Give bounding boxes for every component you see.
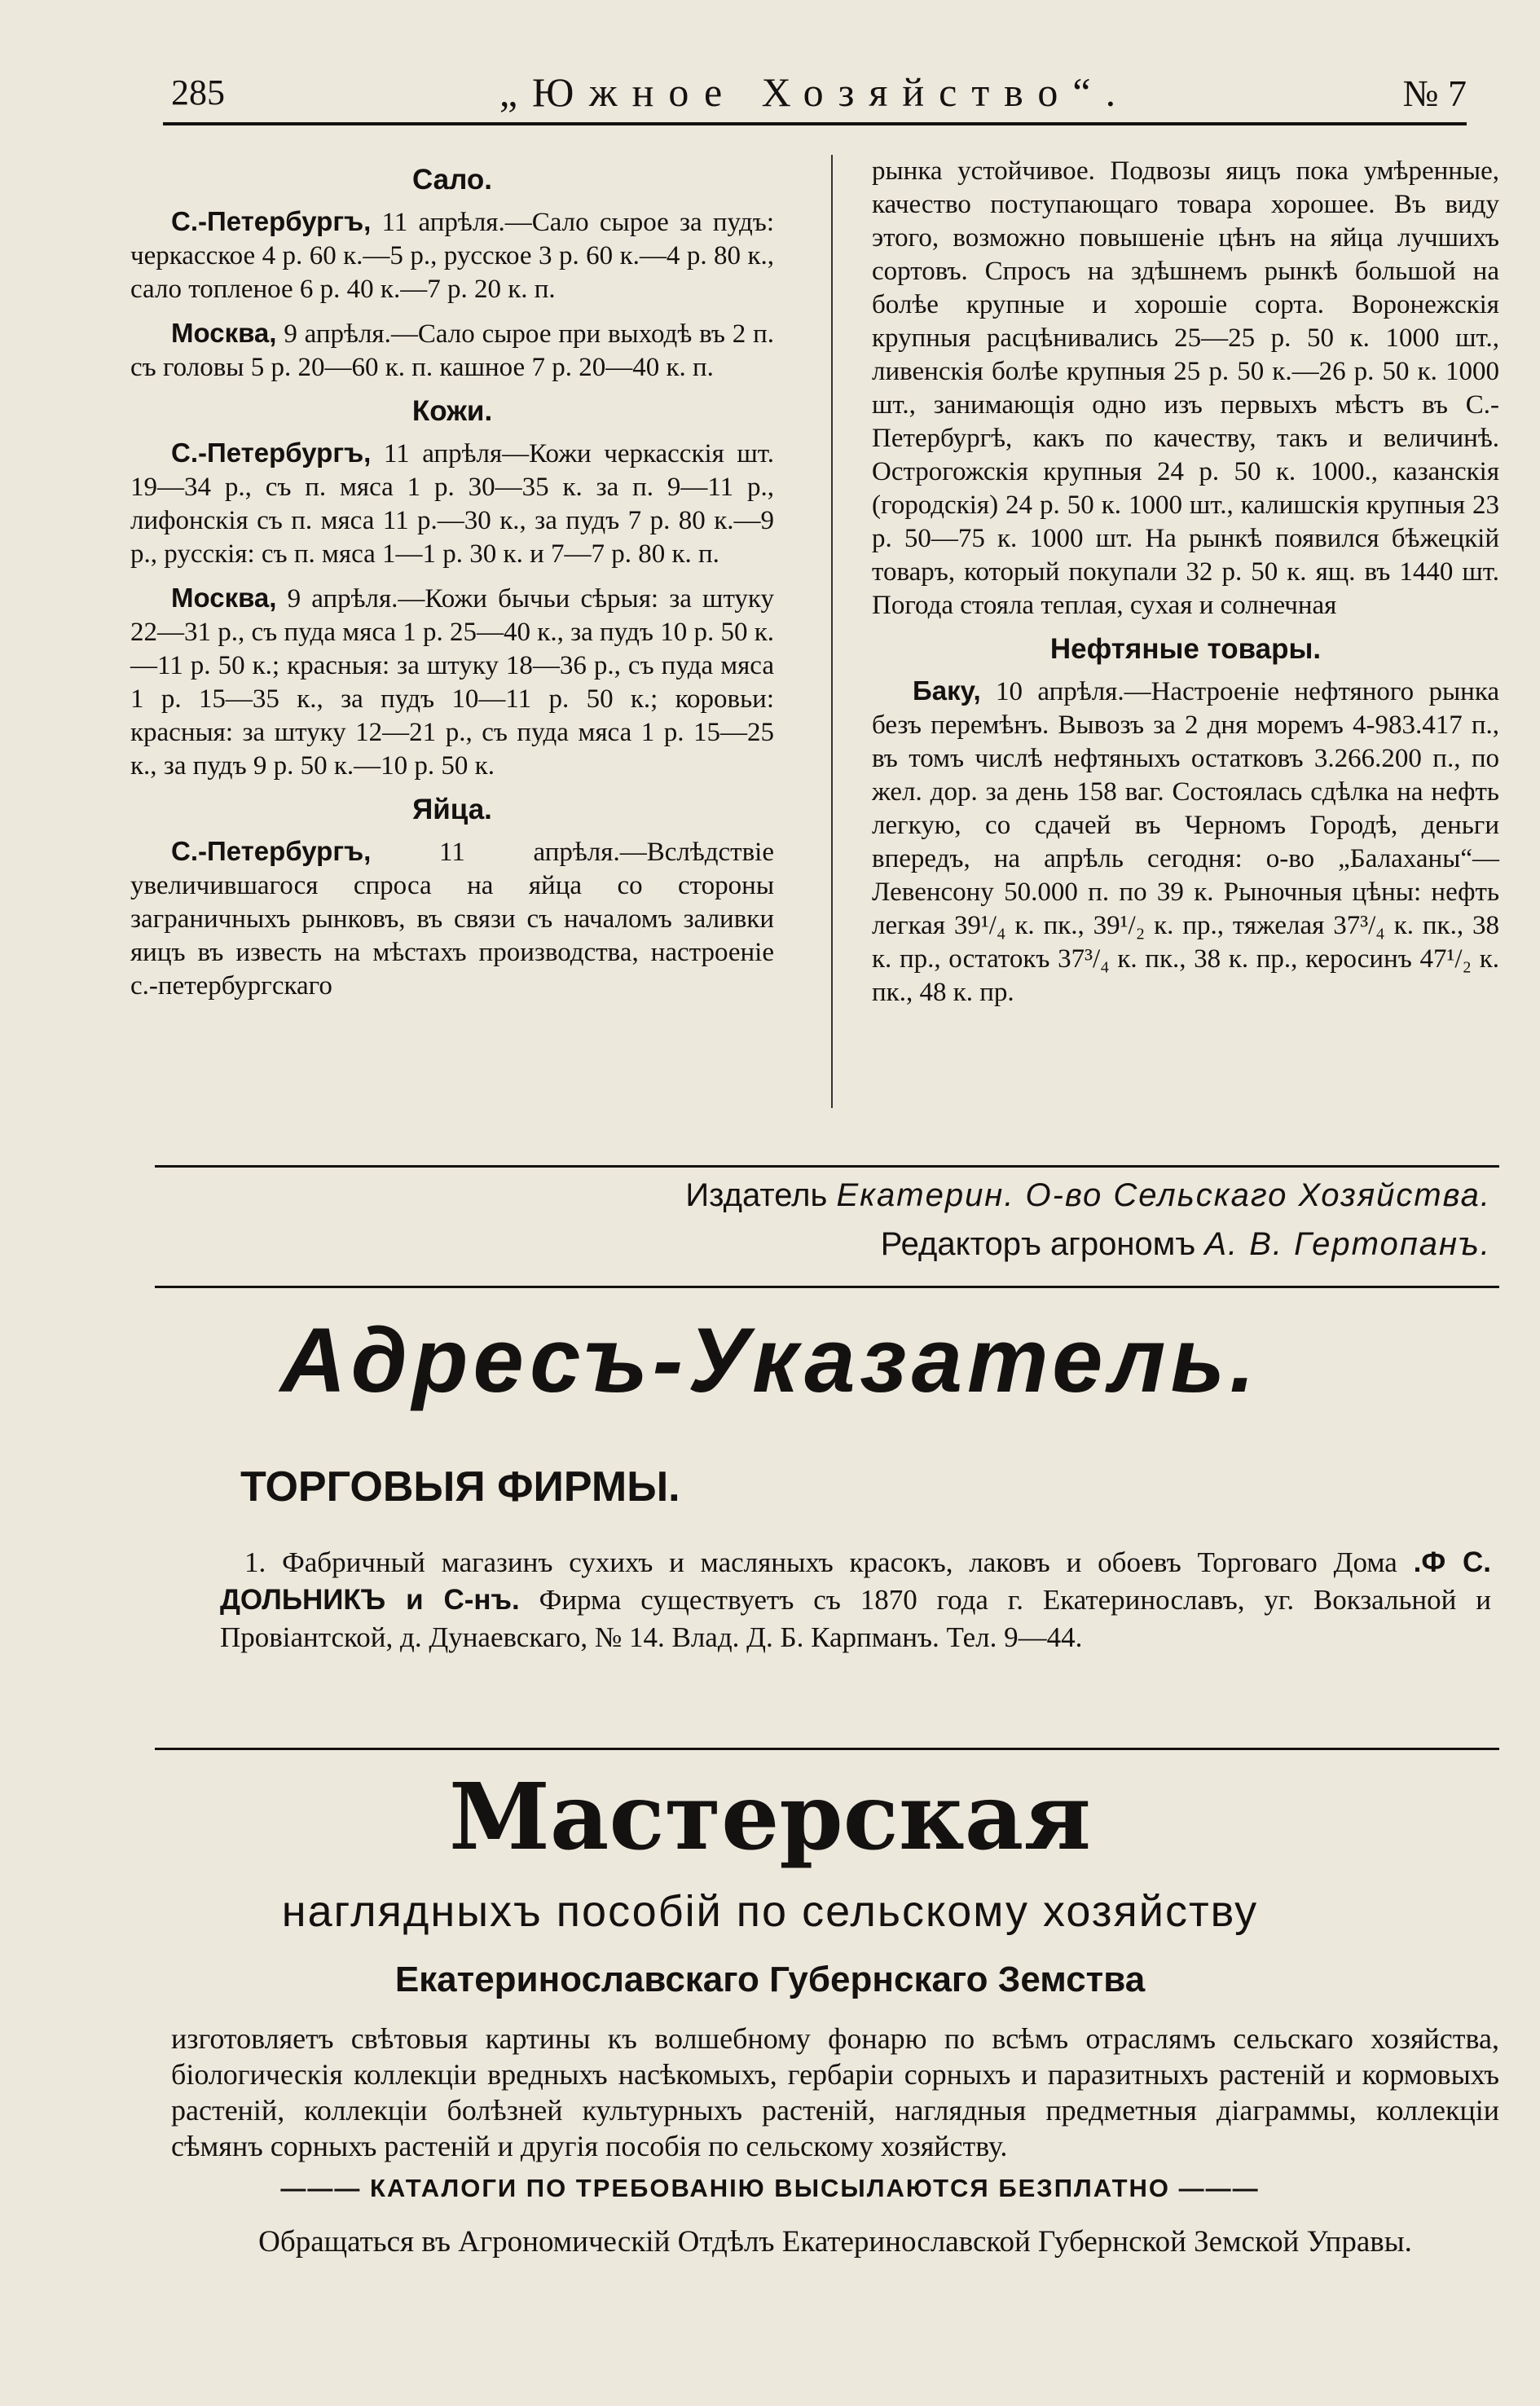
address-index-title: Адресъ-Указатель. [279,1309,1261,1411]
market-report [130,205,774,306]
report-text: 9 апрѣля.—Кожи бычьи сѣрыя: за штуку 22—31 р., съ пуда мяса 1 р. 25—40 к., за пудъ 10 р. 50 к.—11 р. 50 к.; красныя: за штуку 18—36 р., съ пуда мяса 1 р. 15—35 к., за пудъ 10—11 р. 50 к.; коровьи: красныя: за штуку 12—21 р., съ пуда мяса 1 р. 15—25 к., за пудъ 9 р. 50 к.—10 р. 50 к. [130,584,774,781]
report-place: Москва, [171,583,277,613]
market-report [130,581,774,783]
publisher-name: Екатерин. О-во Сельскаго Хозяйства. [836,1177,1491,1213]
editor-name: А. В. Гертопанъ. [1204,1226,1491,1262]
report-text: 9 апрѣля.—Сало сырое при выходѣ въ 2 п. съ головы 5 р. 20—60 к. п. кашное 7 р. 20—40 к. п. [130,319,774,382]
advertisement-rule [155,1748,1499,1750]
publisher-line [163,1177,1491,1214]
report-text: 11 апрѣля—Кожи черкасскія шт. 19—34 р., съ п. мяса 1 р. 30—35 к. за п. 9—11 р., лифонскія съ п. мяса 11 р.—30 к., за пудъ 7 р. 80 к.—9 р., русскія: съ п. мяса 1—1 р. 30 к. и 7—7 р. 80 к. п. [130,439,775,569]
report-place: С.-Петербургъ, [171,836,372,866]
report-text: 11 апрѣля.—Сало сырое за пудъ: черкасское 4 р. 60 к.—5 р., русское 3 р. 60 к.—4 р. 80 к., сало топленое 6 р. 40 к.—7 р. 20 к. п. [130,208,774,304]
market-report [130,834,774,1003]
firm-entry-prefix: 1. Фабричный магазинъ сухихъ и масляныхъ красокъ, лаковъ и обоевъ Торговаго Дома [244,1546,1397,1578]
editor-line [163,1226,1491,1263]
report-place: С.-Петербургъ, [171,438,372,468]
section-heading-salo: Сало. [411,164,493,196]
workshop-description: изготовляетъ свѣтовыя картины къ волшебному фонарю по всѣмъ отраслямъ сельскаго хозяйства, біологическія коллекціи вредныхъ насѣкомыхъ, гербаріи сорныхъ и паразитныхъ растеній и кормовыхъ растеній, коллекціи болѣзней культурныхъ растеній, наглядныя предметныя діаграммы, коллекціи сѣмянъ сорныхъ растеній и другія пособія по сельскому хозяйству. [171,2022,1499,2162]
firm-name: .Ф С. ДОЛЬНИКЪ и С-нъ. [220,1546,1492,1616]
catalog-note: ——— КАТАЛОГИ ПО ТРЕБОВАНІЮ ВЫСЫЛАЮТСЯ БЕЗПЛАТНО ——— [280,2174,1260,2202]
issue-number: № 7 [1402,73,1467,114]
workshop-owner: Екатеринославскаго Губернскаго Земства [394,1960,1146,1999]
column-divider [831,155,833,1108]
report-place: Москва, [171,318,277,348]
publisher-label: Издатель [685,1177,828,1213]
workshop-title: Мастерская [448,1764,1092,1871]
report-text: 11 апрѣля.—Вслѣдствіе увеличившагося спроса на яйца со стороны заграничныхъ рынковъ, въ связи съ началомъ заливки яицъ въ известь на мѣстахъ производства, настроеніе с.-петербургскаго [130,838,774,1001]
journal-title: „Южное Хозяйство“. [499,69,1131,115]
editor-label: Редакторъ агрономъ [880,1226,1196,1262]
section-heading-yaitsa: Яйца. [412,794,492,825]
imprint-rule-top [155,1165,1499,1168]
market-report [130,316,774,385]
firm-entry-details: Фирма существуетъ съ 1870 года г. Екатеринославъ, уг. Вокзальной и Провіантской, д. Дунаевскаго, № 14. Влад. Д. Б. Карпманъ. Тел. 9—44. [220,1584,1491,1653]
imprint-rule-bottom [155,1286,1499,1288]
firm-entry [220,1544,1491,1656]
contact-line: Обращаться въ Агрономическій Отдѣлъ Екатеринославской Губернской Земской Управы. [258,2225,1412,2259]
header-rule [163,122,1467,125]
section-heading-kozhi: Кожи. [411,395,493,427]
market-report [130,436,774,571]
page-number: 285 [171,73,225,112]
report-text: 10 апрѣля.—Настроеніе нефтяного рынка безъ перемѣнъ. Вывозъ за 2 дня моремъ 4-983.417 п., въ томъ числѣ нефтяныхъ остатковъ 3.266.200 п., по жел. дор. за день 158 ваг. Состоялась сдѣлка на нефть легкую, со сдачей въ Черномъ Городѣ, деньги впередъ, на апрѣль сегодня: о-во „Балаханы“—Левенсону 50.000 п. по 39 к. Рыночныя цѣны: нефть легкая 39¹/₄ к. пк., 39¹/₂ к. пр., тяжелая 37³/₄ к. пк., 38 к. пр., остатокъ 37³/₄ к. пк., 38 к. пр., керосинъ 47¹/₂ к. пк., 48 к. пр. [872,677,1499,1007]
section-heading-neft: Нефтяные товары. [1049,633,1322,665]
trading-firms-heading: ТОРГОВЫЯ ФИРМЫ. [240,1463,680,1511]
report-place: Баку, [913,675,981,706]
page-header [163,65,1467,130]
market-report [872,674,1499,1009]
right-column [872,155,1499,1019]
left-column [130,155,774,1013]
workshop-subtitle: наглядныхъ пособій по сельскому хозяйству [281,1887,1259,1936]
continued-report: рынка устойчивое. Подвозы яицъ пока умѣренные, качество поступающаго товара хорошее. Въ виду этого, возможно повышеніе цѣнъ на яйца лучшихъ сортовъ. Спросъ на здѣшнемъ рынкѣ большой на болѣе крупные и хорошіе сорта. Воронежскія крупныя расцѣнивались 25—25 р. 50 к. 1000 шт., ливенскія болѣе крупныя 25 р. 50 к.—26 р. 50 к. 1000 шт., занимающія одно изъ первыхъ мѣстъ въ С.-Петербургѣ, какъ по качеству, такъ и величинѣ. Острогожскія крупныя 24 р. 50 к. 1000., казанскія (городскія) 24 р. 50 к. 1000 шт., калишскія крупныя 23 р. 50—75 к. 1000 шт. На рынкѣ появился бѣжецкій товаръ, который покупали 32 р. 50 к. ящ. въ 1440 шт. Погода стояла теплая, сухая и солнечная [872,156,1499,620]
report-place: С.-Петербургъ, [171,206,372,236]
